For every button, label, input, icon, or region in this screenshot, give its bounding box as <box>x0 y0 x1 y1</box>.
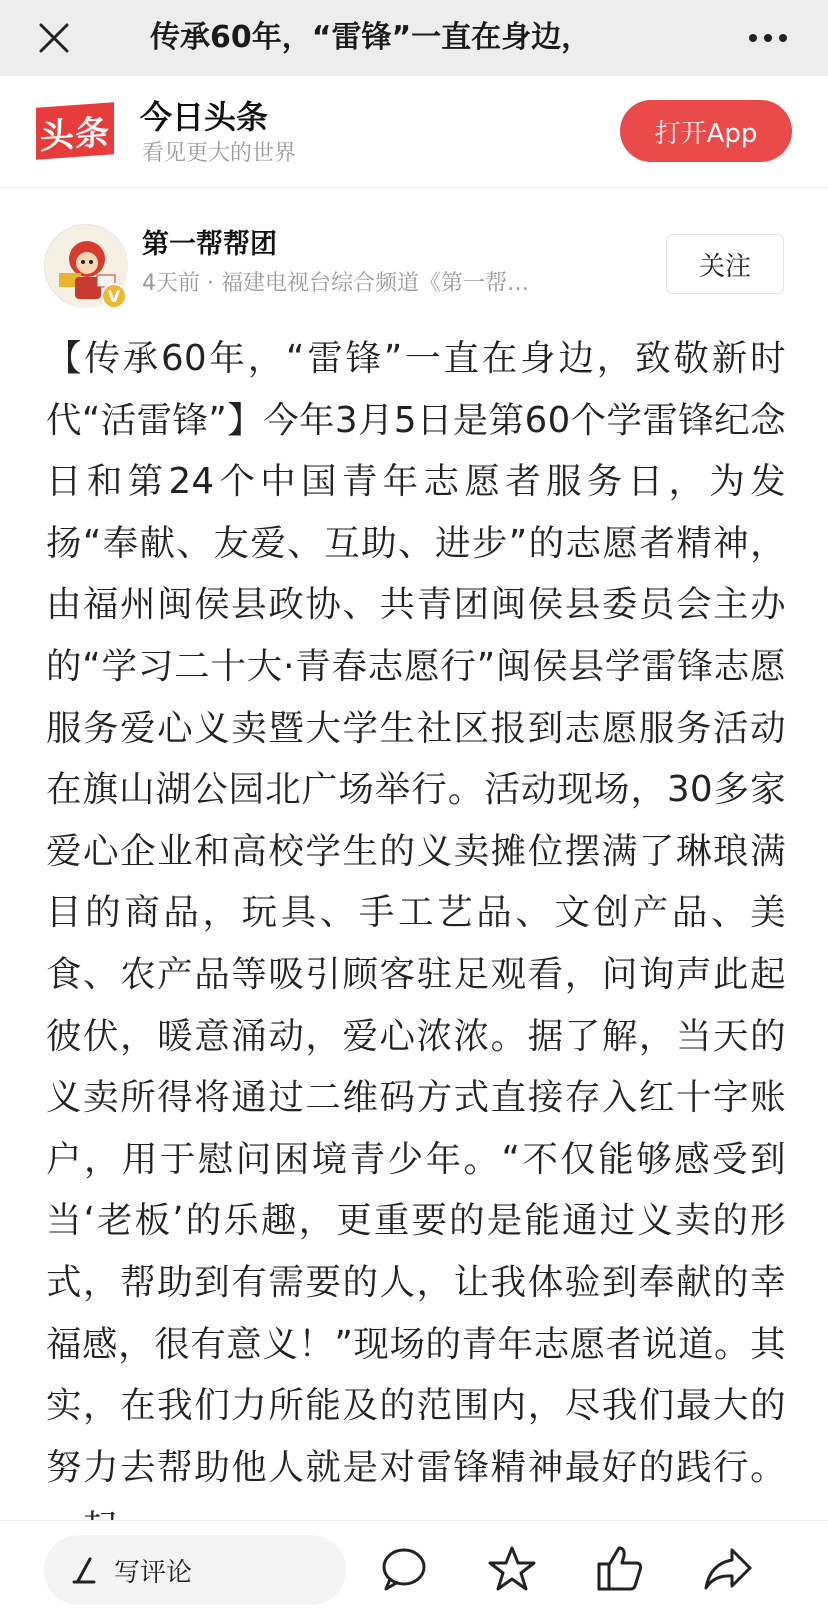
close-icon <box>38 22 70 54</box>
comment-icon <box>380 1546 428 1592</box>
author-row <box>0 188 828 318</box>
author-meta: 4天前 · 福建电视台综合频道《第一帮… <box>142 271 529 296</box>
app-banner <box>0 76 828 188</box>
bottom-action-bar <box>0 1520 828 1614</box>
app-name: 今日头条 <box>140 98 269 136</box>
like-icon <box>595 1544 645 1594</box>
comment-button[interactable] <box>378 1543 430 1595</box>
share-button[interactable] <box>702 1543 754 1595</box>
star-icon <box>487 1545 537 1593</box>
more-icon <box>748 33 788 43</box>
app-logo <box>36 92 114 170</box>
author-name[interactable]: 第一帮帮团 <box>142 229 277 260</box>
write-comment-label: 写评论 <box>114 1557 193 1588</box>
like-button[interactable] <box>594 1543 646 1595</box>
share-icon <box>702 1546 754 1592</box>
article-body: 【传承60年，“雷锋”一直在身边，致敬新时代“活雷锋”】今年3月5日是第60个学雷锋纪念日和第24个中国青年志愿者服务日，为发扬“奉献、友爱、互助、进步”的志愿者精神，由福州闽侯县政协、共青团闽侯县委员会主办的“学习二十大·青春志愿行”闽侯县学雷锋志愿服务爱心义卖暨大学生社区报到志愿服务活动在旗山湖公园北广场举行。活动现场，30多家爱心企业和高校学生的义卖摊位摆满了琳琅满目的商品，玩具、手工艺品、文创产品、美食、农产品等吸引顾客驻足观看，问询声此起彼伏，暖意涌动，爱心浓浓。据了解，当天的义卖所得将通过二维码方式直接存入红十字账户，用于慰问困境青少年。“不仅能够感受到当‘老板’的乐趣，更重要的是能通过义卖的形式，帮助到有需要的人，让我体验到奉献的幸福感，很有意义！”现场的青年志愿者说道。其实，在我们力所能及的范围内，尽我们最大的努力去帮助他人就是对雷锋精神最好的践行。 <box>46 338 786 1488</box>
app-slogan: 看见更大的世界 <box>142 141 297 166</box>
favorite-button[interactable] <box>486 1543 538 1595</box>
close-button[interactable] <box>30 14 78 62</box>
more-options-button[interactable] <box>738 14 798 62</box>
top-navigation-bar <box>0 0 828 76</box>
logo-text: 头条 <box>36 102 114 159</box>
pen-icon <box>70 1555 100 1585</box>
page-title: 传承60年，“雷锋”一直在身边， <box>150 20 592 55</box>
avatar[interactable] <box>44 224 128 308</box>
verified-badge: V <box>101 283 127 309</box>
write-comment-input[interactable] <box>44 1535 346 1605</box>
follow-button[interactable]: 关注 <box>666 234 784 294</box>
open-app-button[interactable]: 打开App <box>620 100 792 162</box>
